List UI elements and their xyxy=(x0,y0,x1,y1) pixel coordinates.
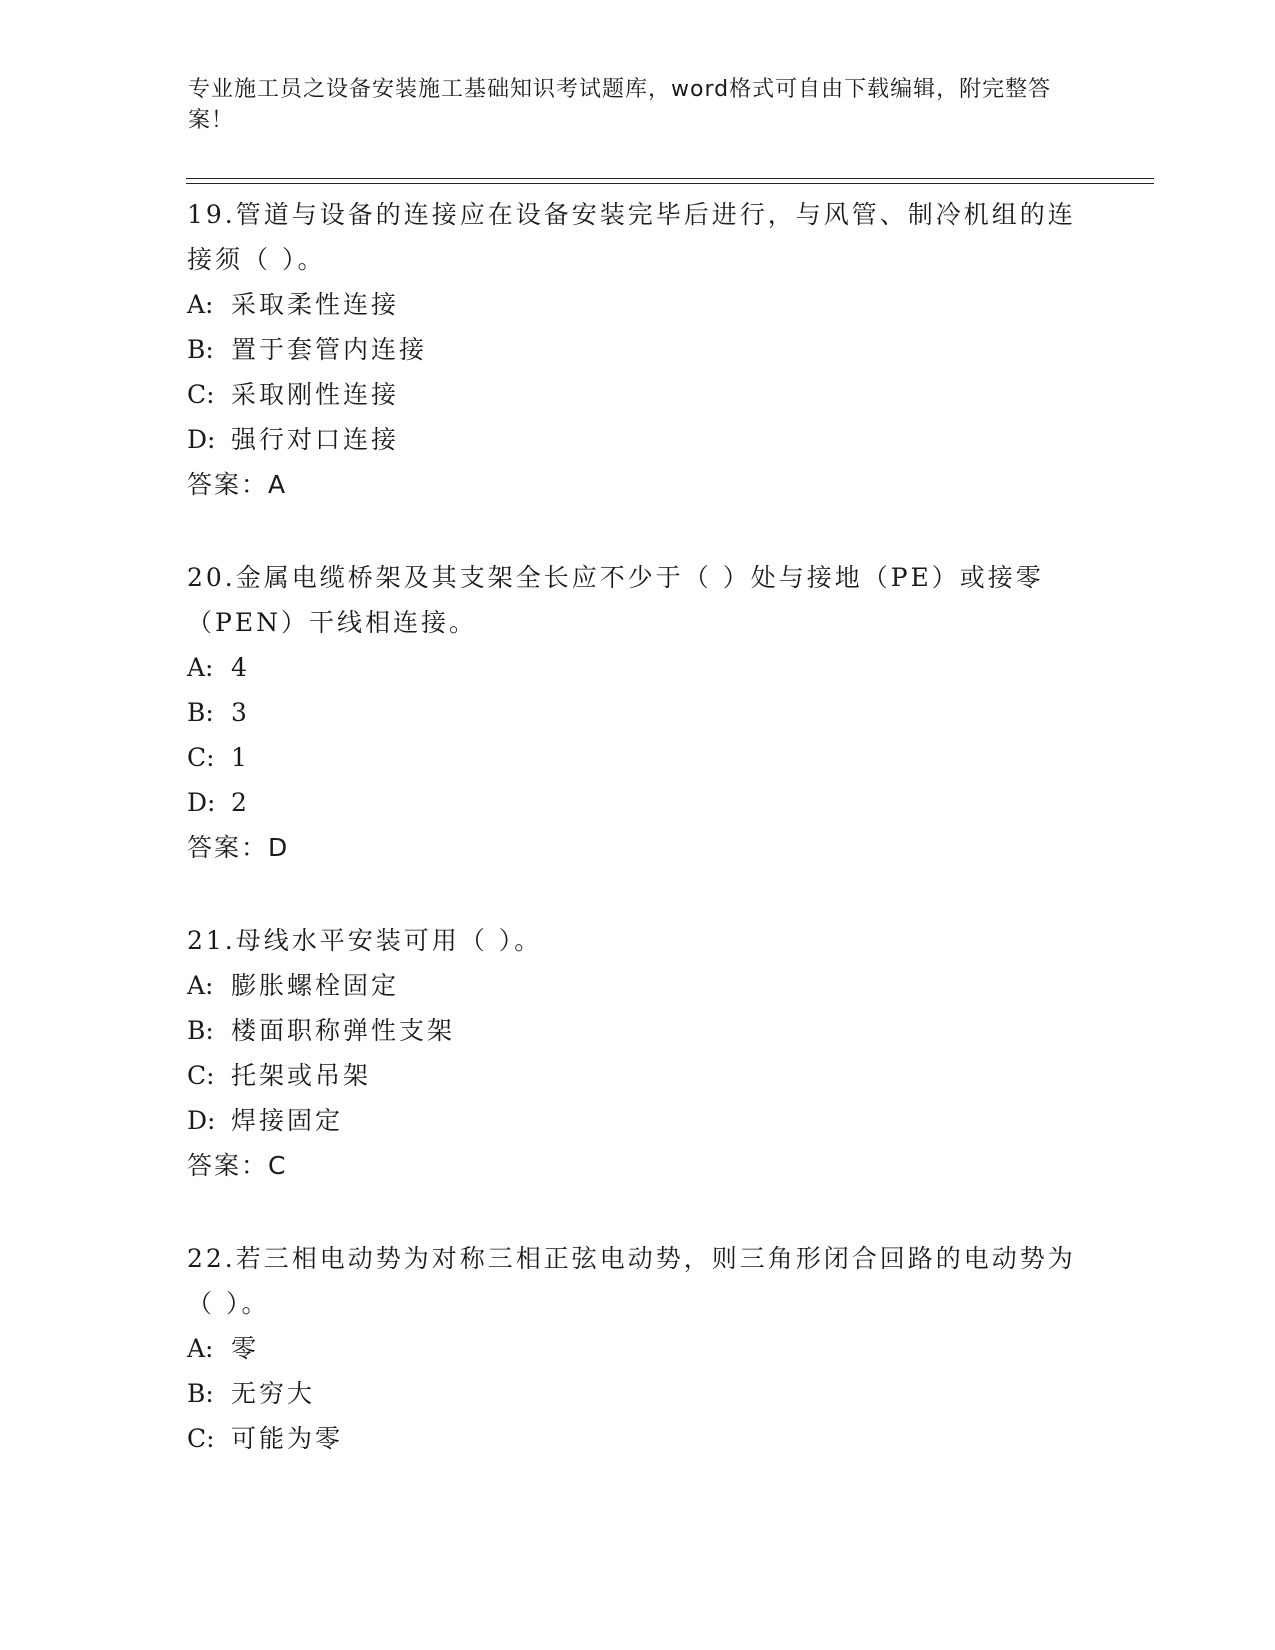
option-key: A: xyxy=(187,653,214,682)
option-key: D: xyxy=(187,788,216,817)
answer-line: 答案：A xyxy=(187,470,288,499)
question-stem: 22.若三相电动势为对称三相正弦电动势，则三角形闭合回路的电动势为（ ）。 xyxy=(187,1244,1076,1318)
option-text: 采取刚性连接 xyxy=(231,380,400,409)
question-stem: 20.金属电缆桥架及其支架全长应不少于（ ）处与接地（PE）或接零（PEN）干线相连接。 xyxy=(187,563,1044,637)
option-c xyxy=(187,735,1087,780)
option-a xyxy=(187,1326,1087,1371)
answer-line: 答案：D xyxy=(187,833,290,862)
option-text: 3 xyxy=(231,698,250,727)
option-text: 强行对口连接 xyxy=(231,425,400,454)
document-header: 专业施工员之设备安装施工基础知识考试题库，word格式可自由下载编辑，附完整答案！ xyxy=(188,77,1052,133)
question-21 xyxy=(187,918,1087,1188)
question-22 xyxy=(187,1236,1087,1461)
option-b xyxy=(187,327,1087,372)
option-text: 楼面职称弹性支架 xyxy=(231,1016,456,1045)
option-c xyxy=(187,1416,1087,1461)
option-text: 托架或吊架 xyxy=(231,1061,372,1090)
option-d xyxy=(187,1098,1087,1143)
option-text: 4 xyxy=(231,653,250,682)
option-key: B: xyxy=(187,1016,214,1045)
option-d xyxy=(187,780,1087,825)
option-key: D: xyxy=(187,1106,216,1135)
header-divider-top xyxy=(186,178,1154,179)
option-key: B: xyxy=(187,335,214,364)
option-text: 采取柔性连接 xyxy=(231,290,400,319)
answer-line: 答案：C xyxy=(187,1151,288,1180)
question-stem: 21.母线水平安装可用（ ）。 xyxy=(187,926,543,955)
option-key: C: xyxy=(187,1424,215,1453)
option-b xyxy=(187,690,1087,735)
option-c xyxy=(187,372,1087,417)
header-divider-bottom xyxy=(186,183,1154,184)
option-text: 零 xyxy=(231,1334,260,1363)
question-19 xyxy=(187,192,1087,507)
option-text: 2 xyxy=(231,788,250,817)
option-text: 可能为零 xyxy=(231,1424,344,1453)
option-key: C: xyxy=(187,743,215,772)
option-a xyxy=(187,282,1087,327)
option-a xyxy=(187,963,1087,1008)
question-stem: 19.管道与设备的连接应在设备安装完毕后进行，与风管、制冷机组的连接须（ ）。 xyxy=(187,200,1076,274)
option-b xyxy=(187,1371,1087,1416)
option-d xyxy=(187,417,1087,462)
question-20 xyxy=(187,555,1087,870)
option-text: 膨胀螺栓固定 xyxy=(231,971,400,1000)
option-key: A: xyxy=(187,1334,214,1363)
option-c xyxy=(187,1053,1087,1098)
option-b xyxy=(187,1008,1087,1053)
option-key: A: xyxy=(187,971,214,1000)
option-text: 焊接固定 xyxy=(231,1106,344,1135)
option-key: B: xyxy=(187,1379,214,1408)
question-list xyxy=(187,192,1087,1509)
option-key: D: xyxy=(187,425,216,454)
option-key: B: xyxy=(187,698,214,727)
option-text: 无穷大 xyxy=(231,1379,316,1408)
option-key: C: xyxy=(187,1061,215,1090)
option-key: A: xyxy=(187,290,214,319)
option-a xyxy=(187,645,1087,690)
option-text: 1 xyxy=(231,743,250,772)
option-key: C: xyxy=(187,380,215,409)
option-text: 置于套管内连接 xyxy=(231,335,428,364)
